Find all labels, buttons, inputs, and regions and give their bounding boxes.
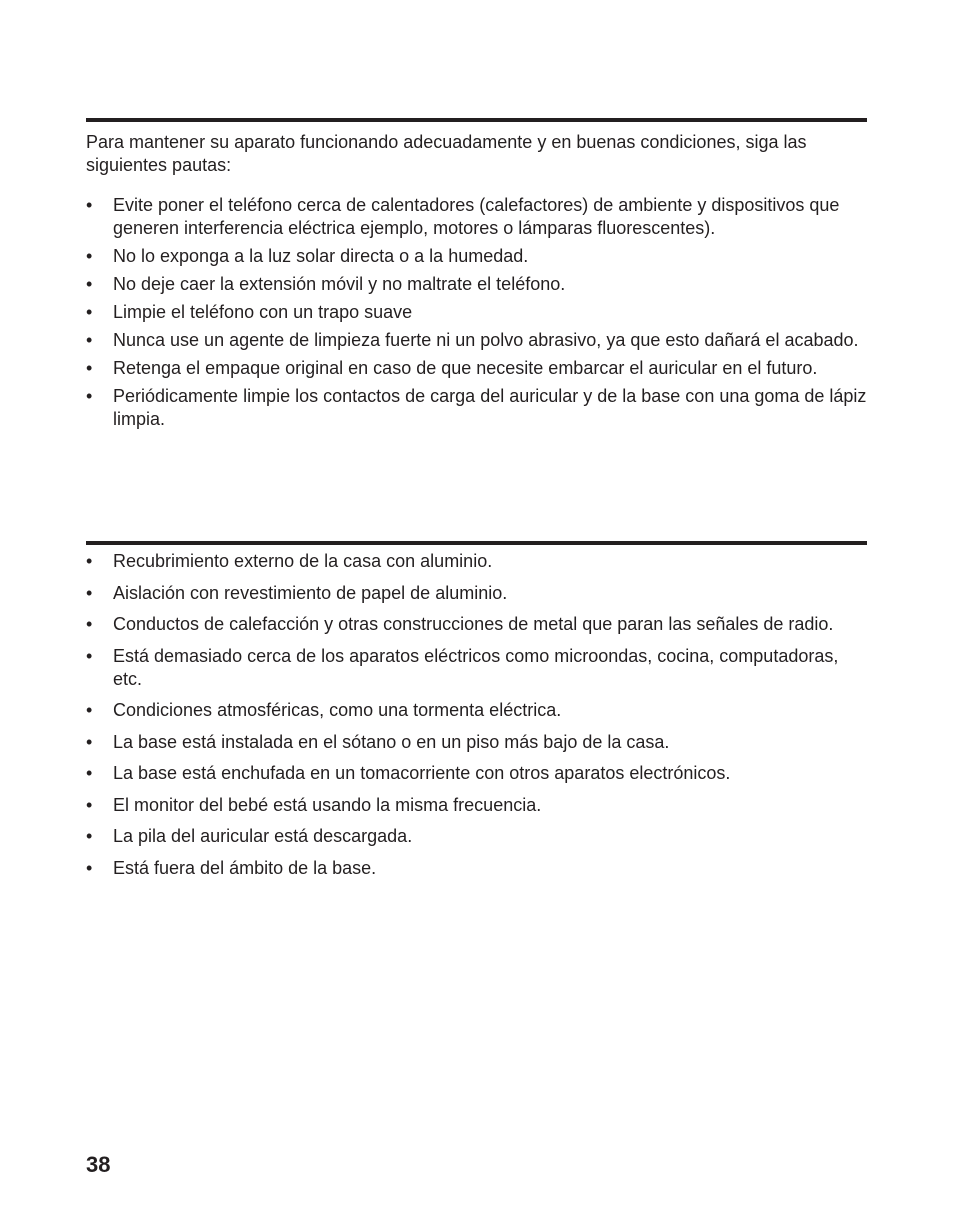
page-number: 38: [86, 1152, 111, 1177]
list-item-text: Retenga el empaque original en caso de que necesite embarcar el auricular en el futuro.: [113, 358, 818, 378]
list-item: [86, 194, 867, 240]
list-item-text: Recubrimiento externo de la casa con aluminio.: [113, 551, 493, 571]
bullet-icon: •: [86, 386, 93, 406]
list-item: [86, 385, 867, 431]
list-item-text: Periódicamente limpie los contactos de carga del auricular y de la base con una goma de lápiz limpia.: [113, 386, 867, 429]
list-item-text: La pila del auricular está descargada.: [113, 826, 413, 846]
bullet-icon: •: [86, 731, 93, 752]
list-item: [86, 273, 867, 296]
list-item-text: Condiciones atmosféricas, como una tormenta eléctrica.: [113, 700, 562, 720]
list-item-text: La base está instalada en el sótano o en un piso más bajo de la casa.: [113, 731, 670, 752]
bullet-icon: •: [86, 582, 93, 603]
list-item-text: Aislación con revestimiento de papel de aluminio.: [113, 582, 508, 603]
list-item: [86, 731, 867, 754]
list-item: [86, 357, 867, 380]
bullet-icon: •: [86, 274, 93, 294]
list-item: [86, 825, 867, 848]
list-item-text: Nunca use un agente de limpieza fuerte ni un polvo abrasivo, ya que esto dañará el acabado.: [113, 330, 859, 350]
bullet-icon: •: [86, 358, 93, 378]
list-item: [86, 762, 867, 785]
list-item: [86, 245, 867, 268]
list-item: [86, 329, 867, 352]
list-item-text: No lo exponga a la luz solar directa o a la humedad.: [113, 246, 529, 266]
list-item: [86, 613, 867, 636]
bullet-icon: •: [86, 857, 93, 878]
bullet-icon: •: [86, 614, 93, 634]
bullet-icon: •: [86, 246, 93, 266]
list-item: [86, 550, 867, 573]
bullet-icon: •: [86, 826, 93, 846]
list-item-text: La base está enchufada en un tomacorriente con otros aparatos electrónicos.: [113, 763, 731, 783]
list-item: [86, 857, 867, 880]
list-item: [86, 645, 867, 691]
section-rule-top: [86, 118, 867, 122]
bullet-icon: •: [86, 645, 93, 666]
list-item: [86, 301, 867, 324]
bullet-icon: •: [86, 195, 93, 215]
bullet-icon: •: [86, 551, 93, 571]
list-item-text: No deje caer la extensión móvil y no maltrate el teléfono.: [113, 274, 566, 294]
list-item-text: Evite poner el teléfono cerca de calentadores (calefactores) de ambiente y dispositivos que generen interferencia eléctrica ejemplo, motores o lámparas fluorescentes).: [113, 195, 840, 238]
bullet-icon: •: [86, 700, 93, 720]
bullet-icon: •: [86, 794, 93, 815]
bullet-icon: •: [86, 330, 93, 350]
bullet-icon: •: [86, 302, 93, 322]
bullet-icon: •: [86, 763, 93, 783]
list-item-text: El monitor del bebé está usando la misma frecuencia.: [113, 794, 542, 815]
section-rule-middle: [86, 541, 867, 545]
list-item: [86, 699, 867, 722]
list-item: [86, 582, 867, 605]
list-item-text: Está demasiado cerca de los aparatos eléctricos como microondas, cocina, computadoras, etc.: [113, 645, 839, 689]
list-item-text: Conductos de calefacción y otras construcciones de metal que paran las señales de radio.: [113, 614, 834, 634]
interference-list: [86, 550, 867, 888]
intro-paragraph: Para mantener su aparato funcionando adecuadamente y en buenas condiciones, siga las siguientes pautas:: [86, 132, 807, 175]
list-item: [86, 794, 867, 817]
list-item-text: Está fuera del ámbito de la base.: [113, 857, 377, 878]
care-list: [86, 194, 867, 436]
list-item-text: Limpie el teléfono con un trapo suave: [113, 302, 413, 322]
